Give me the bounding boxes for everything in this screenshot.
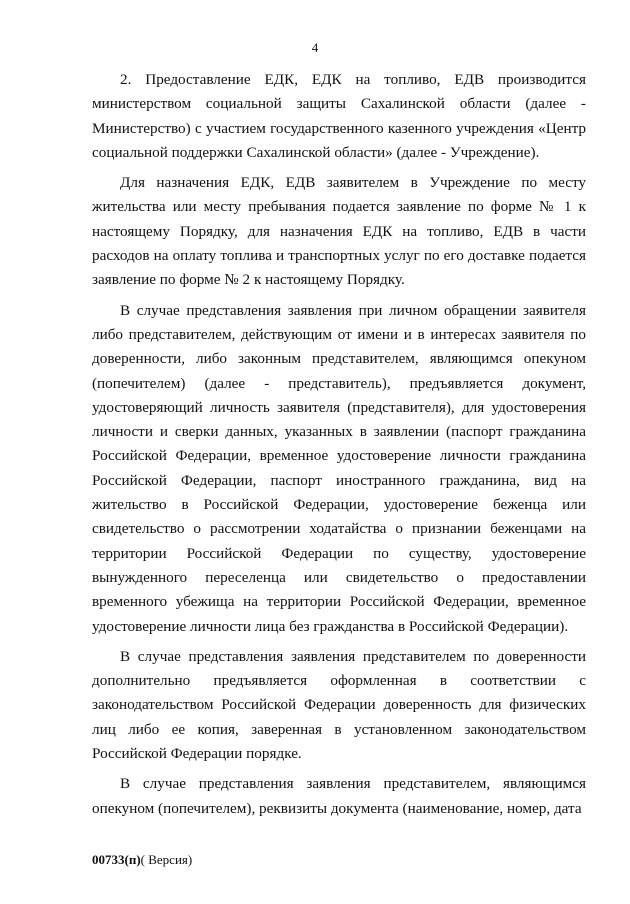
page-number: 4 — [311, 40, 319, 55]
document-version: ( Версия) — [140, 852, 193, 867]
document-footer — [92, 852, 192, 868]
paragraph-5: В случае представления заявления представителем, являющимся опекуном (попечителем), реквизиты документа (наименование, номер, дата — [92, 775, 586, 817]
paragraph-1: 2. Предоставление ЕДК, ЕДК на топливо, ЕДВ производится министерством социальной защиты Сахалинской области (далее - Министерство) с участием государственного казенного учреждения «Центр социальной поддержки Сахалинской области» (далее - Учреждение). — [92, 71, 586, 161]
document-body — [92, 68, 586, 827]
document-code: 00733(п) — [92, 852, 141, 867]
paragraph-3: В случае представления заявления при личном обращении заявителя либо представителем, действующим от имени и в интересах заявителя по доверенности, либо законным представителем, являющимся опекуном (попечителем) (далее - представитель), предъявляется документ, удостоверяющий личность заявителя (представителя), для удостоверения личности и сверки данных, указанных в заявлении (паспорт гражданина Российской Федерации, временное удостоверение личности гражданина Российской Федерации, паспорт иностранного гражданина, вид на жительство в Российской Федерации, удостоверение беженца или свидетельство о рассмотрении ходатайства о признании беженцами на территории Российской Федерации по существу, удостоверение вынужденного переселенца или свидетельство о предоставлении временного убежища на территории Российской Федерации, временное удостоверение личности лица без гражданства в Российской Федерации). — [92, 301, 586, 635]
paragraph-4: В случае представления заявления представителем по доверенности дополнительно предъявляется оформленная в соответствии с законодательством Российской Федерации доверенность для физических лиц либо ее копия, заверенная в установленном законодательством Российской Федерации порядке. — [92, 647, 586, 763]
paragraph-2: Для назначения ЕДК, ЕДВ заявителем в Учреждение по месту жительства или месту пребывания подается заявление по форме № 1 к настоящему Порядку, для назначения ЕДК на топливо, ЕДВ в части расходов на оплату топлива и транспортных услуг по его доставке подается заявление по форме № 2 к настоящему Порядку. — [92, 174, 586, 289]
